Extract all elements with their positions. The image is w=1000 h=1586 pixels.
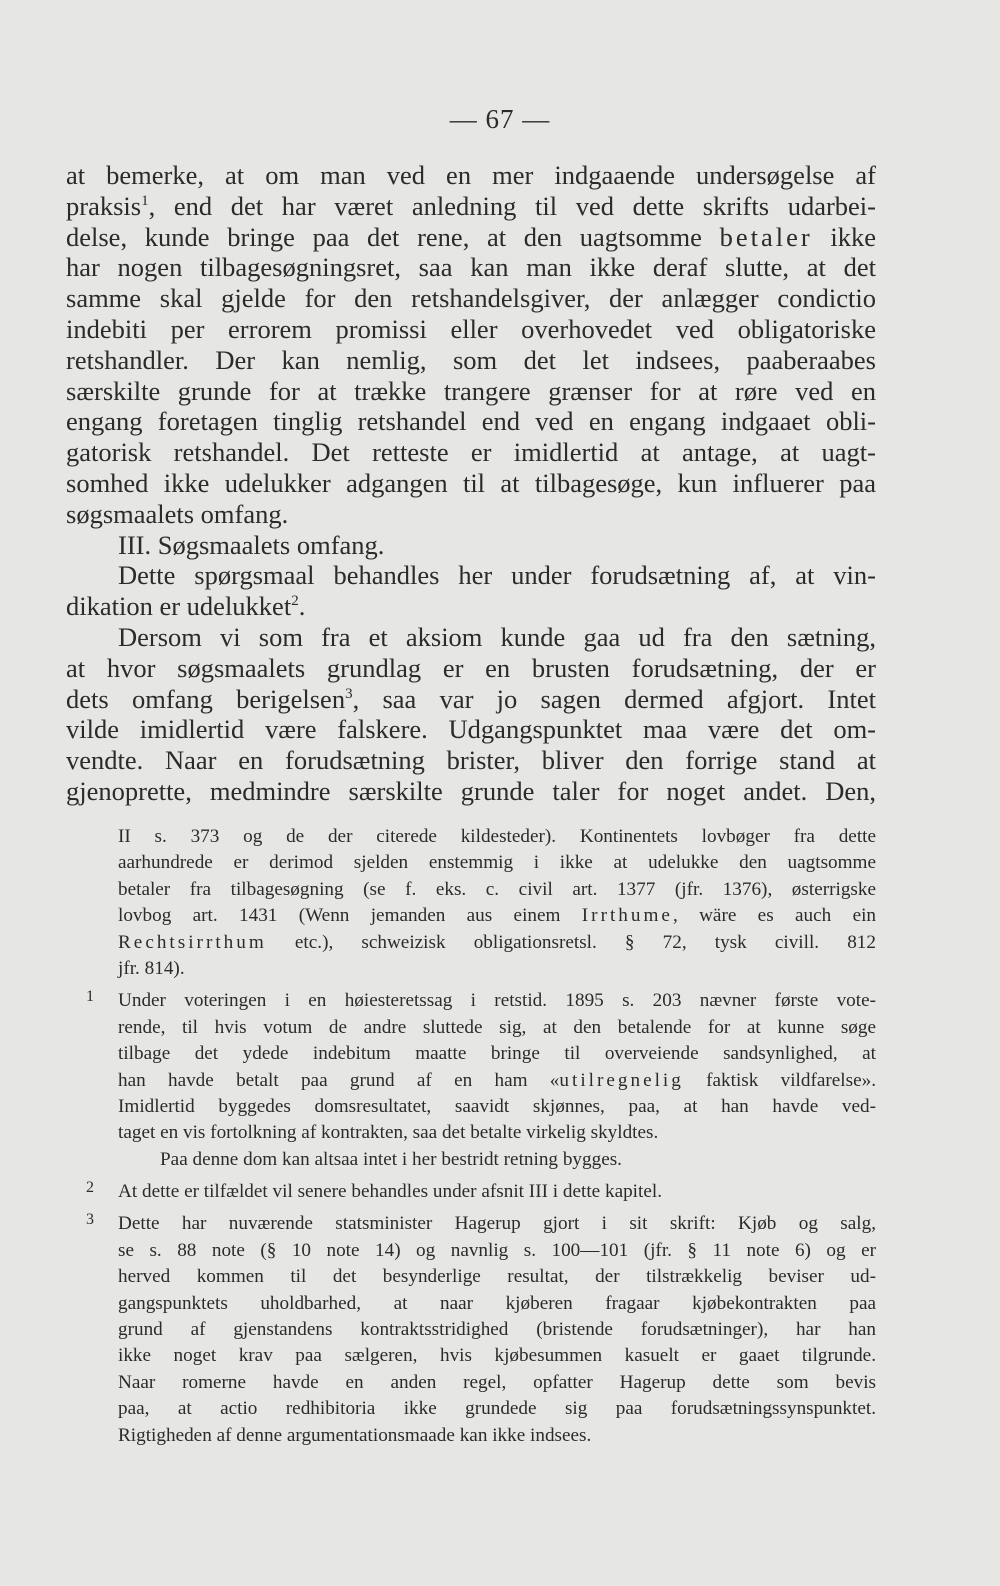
body-line: delse, kunde bringe paa det rene, at den uagtsomme betaler ikke bbox=[66, 221, 877, 252]
footnote-line: gangspunktets uholdbarhed, at naar kjøberen fragaar kjøbekontrakten paa bbox=[118, 1292, 876, 1314]
footnote-line: Dette har nuværende statsminister Hagerup gjort i sit skrift: Kjøb og salg, bbox=[118, 1213, 876, 1235]
footnote-marker: 3 bbox=[86, 1211, 94, 1229]
body-line: praksis$^1$, end det har været anledning til ved dette skrifts udarbei- bbox=[66, 190, 876, 221]
emphasis-text: Irrthume bbox=[581, 905, 673, 927]
footnote-marker: 1 bbox=[86, 988, 94, 1006]
footnote-line: Imidlertid byggedes domsresultatet, saavidt skjønnes, paa, at han havde ved- bbox=[118, 1095, 876, 1117]
footnote-line: han havde betalt paa grund af en ham «utilregnelig faktisk vildfarelse». bbox=[118, 1069, 876, 1091]
footnote-ref: 2 bbox=[291, 593, 299, 610]
footnote-line: Paa denne dom kan altsaa intet i her bestridt retning bygges. bbox=[160, 1148, 622, 1170]
footnote-line: tilbage det ydede indebitum maatte bringe til overveiende sandsynlighed, at bbox=[118, 1043, 876, 1065]
footnote-continuation bbox=[66, 824, 876, 982]
body-text bbox=[66, 160, 876, 807]
footnote-2 bbox=[66, 1179, 876, 1205]
body-line: at hvor søgsmaalets grundlag er en brusten forudsætning, der er bbox=[66, 652, 876, 683]
footnote-line: At dette er tilfældet vil senere behandles under afsnit III i dette kapitel. bbox=[118, 1181, 662, 1203]
footnote-marker: 2 bbox=[86, 1179, 94, 1197]
page-number: — 67 — bbox=[449, 104, 551, 134]
footnote-3 bbox=[66, 1211, 876, 1449]
body-line: gjenoprette, medmindre særskilte grunde taler for noget andet. Den, bbox=[66, 775, 876, 806]
footnote-ref: 1 bbox=[141, 192, 149, 209]
footnote-line: aarhundrede er derimod sjelden enstemmig i ikke at udelukke den uagtsomme bbox=[118, 852, 876, 874]
footnote-line: grund af gjenstandens kontraktsstridighed (bristende forudsætninger), har han bbox=[118, 1319, 876, 1341]
body-line: samme skal gjelde for den retshandelsgiver, der anlægger condictio bbox=[66, 283, 876, 314]
footnote-line: II s. 373 og de der citerede kildesteder). Kontinentets lovbøger fra dette bbox=[118, 826, 876, 847]
body-line: vendte. Naar en forudsætning brister, bliver den forrige stand at bbox=[66, 745, 876, 776]
body-line: retshandler. Der kan nemlig, som det let indsees, paaberaabes bbox=[66, 344, 876, 375]
footnote-ref: 3 bbox=[345, 685, 353, 702]
body-line: indebiti per errorem promissi eller overhovedet ved obligatoriske bbox=[66, 313, 876, 344]
body-line: dets omfang berigelsen$^3$, saa var jo sagen dermed afgjort. Intet bbox=[66, 683, 876, 714]
footnote-line: se s. 88 note (§ 10 note 14) og navnlig s. 100—101 (jfr. § 11 note 6) og er bbox=[118, 1239, 876, 1261]
footnote-line: Rechtsirrthum etc.), schweizisk obligationsretsl. § 72, tysk civill. 812 bbox=[118, 931, 876, 953]
body-line: engang foretagen tinglig retshandel end ved en engang indgaaet obli- bbox=[66, 406, 876, 437]
emphasis-text: utilregnelig bbox=[559, 1069, 684, 1091]
footnote-line: ikke noget krav paa sælgeren, hvis kjøbesummen kasuelt er gaaet tilgrunde. bbox=[118, 1345, 876, 1367]
footnote-line: taget en vis fortolkning af kontrakten, saa det betalte virkelig skyldtes. bbox=[118, 1122, 659, 1144]
body-line: gatorisk retshandel. Det retteste er imidlertid at antage, at uagt- bbox=[66, 437, 876, 468]
section-heading: III. Søgsmaalets omfang. bbox=[118, 529, 385, 560]
body-line: somhed ikke udelukker adgangen til at tilbagesøge, kun influerer paa bbox=[66, 467, 876, 498]
footnote-line: Under voteringen i en høiesteretssag i retstid. 1895 s. 203 nævner første vote- bbox=[118, 990, 876, 1012]
footnote-line: Naar romerne havde en anden regel, opfatter Hagerup dette som bevis bbox=[118, 1371, 876, 1393]
emphasis-text: Rechtsirrthum bbox=[118, 931, 267, 953]
body-line: vilde imidlertid være falskere. Udgangspunktet maa være det om- bbox=[66, 714, 876, 745]
footnote-line: Rigtigheden af denne argumentationsmaade kan ikke indsees. bbox=[118, 1424, 592, 1446]
body-line: søgsmaalets omfang. bbox=[66, 498, 289, 529]
emphasis-text: betaler bbox=[719, 221, 813, 252]
footnote-line: jfr. 814). bbox=[118, 957, 185, 979]
body-line: særskilte grunde for at trække trangere grænser for at røre ved en bbox=[66, 375, 876, 406]
body-line: Dette spørgsmaal behandles her under forudsætning af, at vin- bbox=[118, 560, 876, 591]
footnotes bbox=[66, 824, 876, 1455]
body-line: dikation er udelukket$^2$. bbox=[66, 591, 306, 622]
footnote-line: betaler fra tilbagesøgning (se f. eks. c. civil art. 1377 (jfr. 1376), østerrigske bbox=[118, 878, 876, 900]
footnote-line: paa, at actio redhibitoria ikke grundede sig paa forudsætningssynspunktet. bbox=[118, 1398, 876, 1420]
footnote-line: rende, til hvis votum de andre sluttede sig, at den betalende for at kunne søge bbox=[118, 1016, 876, 1038]
body-line: at bemerke, at om man ved en mer indgaaende undersøgelse af bbox=[66, 160, 876, 190]
footnote-line: lovbog art. 1431 (Wenn jemanden aus einem Irrthume, wäre es auch ein bbox=[118, 905, 877, 927]
footnote-1 bbox=[66, 988, 876, 1173]
footnote-line: herved kommen til det besynderlige resultat, der tilstrækkelig beviser ud- bbox=[118, 1266, 876, 1288]
body-line: har nogen tilbagesøgningsret, saa kan man ikke deraf slutte, at det bbox=[66, 252, 876, 283]
body-line: Dersom vi som fra et aksiom kunde gaa ud fra den sætning, bbox=[118, 621, 876, 652]
